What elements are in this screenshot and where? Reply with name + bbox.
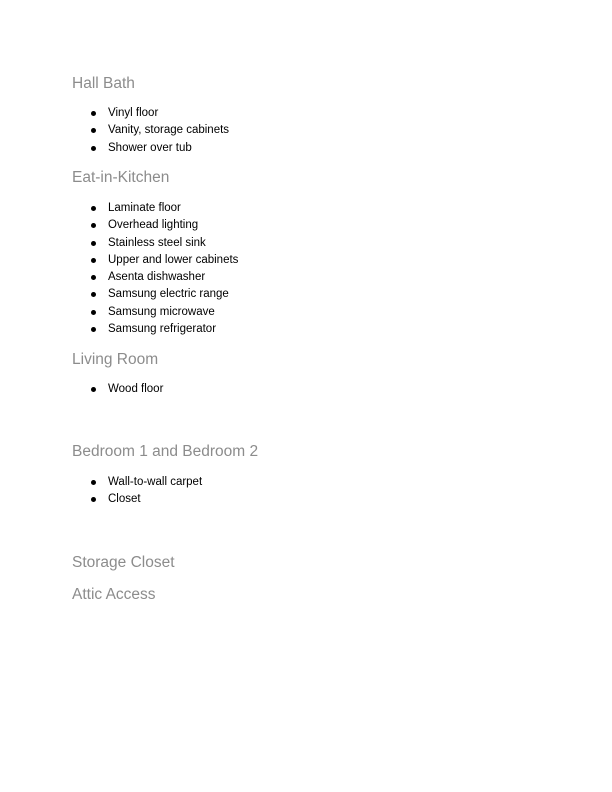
bullet-icon: [91, 480, 96, 485]
bullet-icon: [91, 387, 96, 392]
section-heading-storage-closet: Storage Closet: [72, 554, 175, 571]
list-item-text: Overhead lighting: [108, 219, 199, 232]
list-item: [72, 105, 229, 122]
list-item-text: Laminate floor: [108, 202, 181, 214]
section-heading-living-room: Living Room: [72, 351, 159, 368]
bullet-icon: [91, 497, 96, 502]
bullet-icon: [91, 258, 96, 263]
list-item-text: Shower over tub: [108, 141, 192, 154]
list-item: [72, 491, 202, 508]
list-item-text: Vinyl floor: [108, 107, 159, 119]
list-item-text: Samsung electric range: [108, 288, 229, 301]
section-heading-attic-access: Attic Access: [72, 586, 156, 603]
list-item-text: Asenta dishwasher: [108, 271, 206, 284]
section-heading-bedrooms: Bedroom 1 and Bedroom 2: [72, 443, 259, 460]
list-item-text: Closet: [108, 493, 141, 506]
list-item: [72, 252, 238, 269]
list-item: [72, 235, 238, 252]
list-item: [72, 286, 238, 303]
bullet-icon: [91, 128, 96, 133]
list-item-text: Wood floor: [108, 383, 164, 395]
list-item: [72, 122, 229, 139]
list-item: [72, 321, 238, 338]
bullet-icon: [91, 275, 96, 280]
list-item: [72, 217, 238, 234]
bullet-icon: [91, 146, 96, 151]
hall-bath-feature-list: [72, 105, 229, 157]
list-item: [72, 269, 238, 286]
list-item-text: Vanity, storage cabinets: [108, 124, 230, 137]
bullet-icon: [91, 111, 96, 116]
bullet-icon: [91, 223, 96, 228]
list-item-text: Samsung microwave: [108, 305, 215, 318]
section-heading-eat-in-kitchen: Eat-in-Kitchen: [72, 169, 170, 186]
list-item-text: Samsung refrigerator: [108, 323, 217, 336]
list-item: [72, 200, 238, 217]
bullet-icon: [91, 327, 96, 332]
list-item: [72, 140, 229, 157]
list-item: [72, 474, 202, 491]
list-item: [72, 304, 238, 321]
bullet-icon: [91, 292, 96, 297]
bullet-icon: [91, 206, 96, 211]
bedrooms-feature-list: [72, 474, 202, 509]
list-item: [72, 381, 163, 398]
list-item-text: Upper and lower cabinets: [108, 253, 239, 266]
section-heading-hall-bath: Hall Bath: [72, 75, 135, 92]
bullet-icon: [91, 310, 96, 315]
list-item-text: Stainless steel sink: [108, 236, 206, 249]
bullet-icon: [91, 241, 96, 246]
eat-in-kitchen-feature-list: [72, 200, 238, 338]
list-item-text: Wall-to-wall carpet: [108, 476, 203, 488]
living-room-feature-list: [72, 381, 163, 398]
